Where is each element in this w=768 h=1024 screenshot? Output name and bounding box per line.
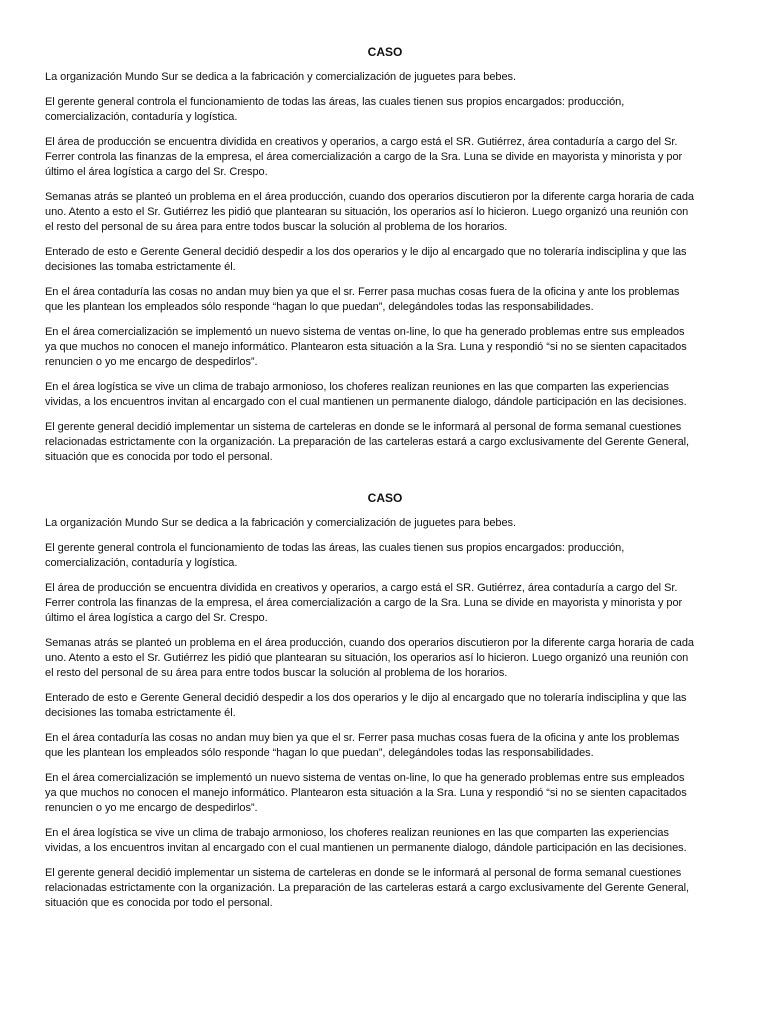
case-paragraph-intro: La organización Mundo Sur se dedica a la fabricación y comercialización de juguetes para bebes.	[45, 71, 516, 83]
case-paragraph-structure: El área de producción se encuentra dividida en creativos y operarios, a cargo está el SR. Gutiérrez, área contaduría a cargo del Sr. Ferrer controla las finanzas de la empresa, el área comercialización a cargo de la Sra. Luna se divide en mayorista y minorista y por último el área logística a cargo del Sr. Crespo.	[45, 582, 683, 624]
case-section-2	[45, 491, 725, 921]
case-paragraph-accounting: En el área contaduría las cosas no andan muy bien ya que el sr. Ferrer pasa muchas cosas fuera de la oficina y ante los problemas que les plantean los empleados sólo responde “hagan lo que puedan”, delegándoles todas las responsabilidades.	[45, 732, 680, 759]
case-title: CASO	[367, 491, 403, 505]
case-paragraph-areas: El gerente general controla el funcionamiento de todas las áreas, las cuales tienen sus propios encargados: producción, comercialización, contaduría y logística.	[45, 542, 625, 569]
case-paragraph-structure: El área de producción se encuentra dividida en creativos y operarios, a cargo está el SR. Gutiérrez, área contaduría a cargo del Sr. Ferrer controla las finanzas de la empresa, el área comercialización a cargo de la Sra. Luna se divide en mayorista y minorista y por último el área logística a cargo del Sr. Crespo.	[45, 136, 683, 178]
case-paragraph-production-problem: Semanas atrás se planteó un problema en el área producción, cuando dos operarios discutieron por la diferente carga horaria de cada uno. Atento a esto el Sr. Gutiérrez les pidió que plantearan su situación, los operarios así lo hicieron. Luego organizó una reunión con el resto del personal de su área para entre todos buscar la solución al problema de los horarios.	[45, 191, 694, 233]
case-paragraph-bulletin-boards: El gerente general decidió implementar un sistema de carteleras en donde se le informará al personal de forma semanal cuestiones relacionadas estrictamente con la organización. La preparación de las carteleras estará a cargo exclusivamente del Gerente General, situación que es conocida por todo el personal.	[45, 867, 690, 909]
case-paragraph-sales: En el área comercialización se implementó un nuevo sistema de ventas on-line, lo que ha generado problemas entre sus empleados ya que muchos no conocen el manejo informático. Plantearon esta situación a la Sra. Luna y respondió “si no se sienten capacitados renuncien o yo me encargo de despedirlos”.	[45, 326, 687, 368]
case-paragraph-areas: El gerente general controla el funcionamiento de todas las áreas, las cuales tienen sus propios encargados: producción, comercialización, contaduría y logística.	[45, 96, 625, 123]
case-paragraph-production-problem: Semanas atrás se planteó un problema en el área producción, cuando dos operarios discutieron por la diferente carga horaria de cada uno. Atento a esto el Sr. Gutiérrez les pidió que plantearan su situación, los operarios así lo hicieron. Luego organizó una reunión con el resto del personal de su área para entre todos buscar la solución al problema de los horarios.	[45, 637, 694, 679]
case-paragraph-sales: En el área comercialización se implementó un nuevo sistema de ventas on-line, lo que ha generado problemas entre sus empleados ya que muchos no conocen el manejo informático. Plantearon esta situación a la Sra. Luna y respondió “si no se sienten capacitados renuncien o yo me encargo de despedirlos”.	[45, 772, 687, 814]
case-section-1	[45, 45, 725, 475]
case-paragraph-manager-decision: Enterado de esto e Gerente General decidió despedir a los dos operarios y le dijo al encargado que no toleraría indisciplina y que las decisiones las tomaba estrictamente él.	[45, 692, 687, 719]
case-paragraph-accounting: En el área contaduría las cosas no andan muy bien ya que el sr. Ferrer pasa muchas cosas fuera de la oficina y ante los problemas que les plantean los empleados sólo responde “hagan lo que puedan”, delegándoles todas las responsabilidades.	[45, 286, 680, 313]
case-paragraph-logistics: En el área logística se vive un clima de trabajo armonioso, los choferes realizan reuniones en las que comparten las experiencias vividas, a los encuentros invitan al encargado con el cual mantienen un permanente dialogo, dándole participación en las decisiones.	[45, 381, 687, 408]
case-paragraph-logistics: En el área logística se vive un clima de trabajo armonioso, los choferes realizan reuniones en las que comparten las experiencias vividas, a los encuentros invitan al encargado con el cual mantienen un permanente dialogo, dándole participación en las decisiones.	[45, 827, 687, 854]
case-title: CASO	[367, 45, 403, 59]
case-paragraph-intro: La organización Mundo Sur se dedica a la fabricación y comercialización de juguetes para bebes.	[45, 517, 516, 529]
case-paragraph-manager-decision: Enterado de esto e Gerente General decidió despedir a los dos operarios y le dijo al encargado que no toleraría indisciplina y que las decisiones las tomaba estrictamente él.	[45, 246, 687, 273]
case-paragraph-bulletin-boards: El gerente general decidió implementar un sistema de carteleras en donde se le informará al personal de forma semanal cuestiones relacionadas estrictamente con la organización. La preparación de las carteleras estará a cargo exclusivamente del Gerente General, situación que es conocida por todo el personal.	[45, 421, 690, 463]
